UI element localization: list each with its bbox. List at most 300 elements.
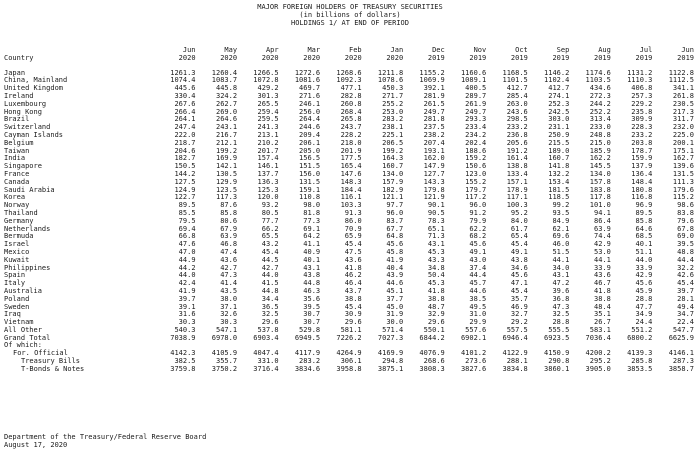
value-cell: 301.3 (257, 91, 279, 100)
value-cell: 138.8 (506, 162, 528, 171)
value-cell: 4139.3 (627, 349, 653, 358)
value-cell: 68.5 (635, 232, 653, 241)
row-label: United Kingdom (4, 84, 64, 93)
value-cell: 1083.7 (211, 76, 238, 85)
value-cell: 64.6 (635, 224, 653, 233)
value-cell: 45.4 (510, 240, 528, 249)
value-cell: 157.1 (506, 177, 528, 186)
value-cell: 156.0 (299, 169, 321, 178)
value-cell: 80.5 (261, 208, 279, 217)
value-cell: 29.6 (344, 318, 362, 327)
value-cell: 85.8 (635, 216, 653, 225)
value-cell: 44.5 (261, 255, 279, 264)
value-cell: 529.8 (299, 325, 321, 334)
value-cell: 1211.8 (377, 68, 404, 77)
row-label: Vietnam (4, 318, 34, 327)
value-cell: 94.1 (593, 208, 611, 217)
row-label: Taiwan (4, 146, 30, 155)
value-cell: 1155.2 (419, 68, 445, 77)
value-cell: 34.7 (677, 310, 694, 319)
value-cell: 256.0 (299, 107, 321, 116)
value-cell: 40.9 (303, 247, 321, 256)
value-cell: 341.1 (672, 84, 694, 93)
value-cell: 1168.5 (502, 68, 528, 77)
value-cell: 46.8 (220, 240, 238, 249)
value-cell: 175.1 (672, 146, 694, 155)
value-cell: 179.7 (465, 185, 487, 194)
value-cell: 215.5 (548, 138, 570, 147)
value-cell: 162.0 (423, 154, 445, 163)
value-cell: 69.4 (178, 224, 196, 233)
value-cell: 1112.5 (668, 76, 694, 85)
value-cell: 83.8 (677, 208, 694, 217)
row-label: Brazil (4, 115, 30, 124)
value-cell: 306.1 (340, 357, 362, 366)
value-cell: 134.0 (382, 169, 404, 178)
value-cell: 252.2 (589, 107, 611, 116)
value-cell: 65.5 (261, 232, 279, 241)
value-cell: 283.2 (382, 115, 404, 124)
row-label: Cayman Islands (4, 130, 64, 139)
value-cell: 200.1 (672, 138, 694, 147)
value-cell: 50.4 (427, 271, 445, 280)
value-cell: 571.4 (382, 325, 404, 334)
value-cell: 157.4 (257, 154, 279, 163)
row-label: Norway (4, 201, 30, 210)
value-cell: 29.6 (261, 318, 279, 327)
year-header: 2019 (427, 53, 445, 62)
value-cell: 32.9 (427, 310, 445, 319)
value-cell: 45.4 (261, 247, 279, 256)
value-cell: 6949.5 (294, 333, 321, 342)
year-header: 2019 (593, 53, 611, 62)
value-cell: 64.8 (386, 232, 404, 241)
value-cell: 210.2 (257, 138, 279, 147)
value-cell: 122.7 (174, 193, 196, 202)
value-cell: 98.6 (677, 201, 694, 210)
value-cell: 77.3 (303, 216, 321, 225)
value-cell: 34.8 (427, 263, 445, 272)
value-cell: 249.7 (465, 107, 487, 116)
value-cell: 156.5 (299, 154, 321, 163)
value-cell: 4101.2 (460, 349, 487, 358)
value-cell: 48.8 (677, 247, 694, 256)
value-cell: 32.6 (220, 310, 238, 319)
value-cell: 540.3 (174, 325, 196, 334)
value-cell: 42.7 (261, 263, 279, 272)
value-cell: 1266.5 (253, 68, 279, 77)
value-cell: 44.0 (178, 271, 196, 280)
value-cell: 269.0 (215, 107, 238, 116)
value-cell: 412.7 (548, 84, 570, 93)
value-cell: 79.9 (469, 216, 487, 225)
value-cell: 4105.9 (211, 349, 238, 358)
value-cell: 120.0 (257, 193, 279, 202)
value-cell: 39.7 (178, 294, 196, 303)
value-cell: 193.1 (423, 146, 445, 155)
value-cell: 237.5 (423, 123, 445, 132)
value-cell: 93.5 (552, 208, 570, 217)
value-cell: 34.9 (635, 310, 653, 319)
value-cell: 47.2 (552, 279, 570, 288)
value-cell: 6625.9 (668, 333, 694, 342)
value-cell: 33.9 (635, 263, 653, 272)
value-cell: 62.1 (552, 224, 570, 233)
value-cell: 1272.6 (294, 68, 321, 77)
row-label: T-Bonds & Notes (21, 364, 85, 373)
value-cell: 216.7 (215, 130, 238, 139)
value-cell: 77.7 (261, 216, 279, 225)
value-cell: 28.1 (677, 294, 694, 303)
value-cell: 45.8 (386, 247, 404, 256)
value-cell: 81.8 (303, 208, 321, 217)
value-cell: 288.1 (506, 357, 528, 366)
value-cell: 35.6 (303, 294, 321, 303)
value-cell: 44.0 (635, 255, 653, 264)
value-cell: 165.4 (340, 162, 362, 171)
value-cell: 243.7 (340, 123, 362, 132)
value-cell: 1146.2 (544, 68, 570, 77)
value-cell: 38.8 (427, 294, 445, 303)
year-header: 2019 (552, 53, 570, 62)
value-cell: 290.8 (548, 357, 570, 366)
value-cell: 250.9 (548, 130, 570, 139)
value-cell: 22.4 (677, 318, 694, 327)
value-cell: 96.9 (635, 201, 653, 210)
value-cell: 34.6 (510, 263, 528, 272)
value-cell: 7027.3 (377, 333, 404, 342)
report-header (0, 0, 700, 27)
row-label: Bermuda (4, 232, 34, 241)
value-cell: 39.5 (677, 240, 694, 249)
value-cell: 179.6 (672, 185, 694, 194)
value-cell: 264.6 (215, 115, 238, 124)
value-cell: 4200.2 (585, 349, 611, 358)
value-cell: 51.5 (552, 247, 570, 256)
value-cell: 191.2 (506, 146, 528, 155)
value-cell: 44.6 (469, 286, 487, 295)
value-cell: 136.4 (631, 169, 653, 178)
value-cell: 96.0 (469, 201, 487, 210)
value-cell: 7036.4 (585, 333, 611, 342)
value-cell: 85.5 (178, 208, 196, 217)
value-cell: 45.0 (386, 302, 404, 311)
value-cell: 32.5 (552, 310, 570, 319)
value-cell: 47.3 (552, 302, 570, 311)
value-cell: 89.5 (635, 208, 653, 217)
value-cell: 1103.5 (585, 76, 611, 85)
value-cell: 212.1 (215, 138, 238, 147)
value-cell: 287.3 (672, 357, 694, 366)
value-cell: 70.9 (344, 224, 362, 233)
value-cell: 80.6 (220, 216, 238, 225)
value-cell: 90.1 (427, 201, 445, 210)
value-cell: 295.2 (589, 357, 611, 366)
value-cell: 445.6 (174, 84, 196, 93)
row-label: Philippines (4, 263, 51, 272)
value-cell: 201.7 (257, 146, 279, 155)
value-cell: 242.5 (548, 107, 570, 116)
value-cell: 215.0 (589, 138, 611, 147)
value-cell: 169.9 (215, 154, 238, 163)
value-cell: 217.3 (672, 107, 694, 116)
value-cell: 117.8 (589, 193, 611, 202)
value-cell: 45.4 (677, 279, 694, 288)
value-cell: 445.8 (215, 84, 238, 93)
value-cell: 62.2 (469, 224, 487, 233)
value-cell: 162.7 (672, 154, 694, 163)
value-cell: 42.6 (677, 271, 694, 280)
value-cell: 1261.3 (170, 68, 196, 77)
value-cell: 147.6 (340, 169, 362, 178)
value-cell: 3858.7 (668, 364, 694, 373)
value-cell: 29.2 (510, 318, 528, 327)
value-cell: 4169.9 (377, 349, 404, 358)
value-cell: 274.1 (548, 91, 570, 100)
value-cell: 124.9 (174, 185, 196, 194)
value-cell: 285.8 (631, 357, 653, 366)
value-cell: 1122.8 (668, 68, 694, 77)
value-cell: 40.1 (303, 255, 321, 264)
value-cell: 1092.3 (336, 76, 362, 85)
value-cell: 38.8 (344, 294, 362, 303)
value-cell: 144.2 (174, 169, 196, 178)
value-cell: 406.8 (631, 84, 653, 93)
value-cell: 45.4 (344, 240, 362, 249)
value-cell: 252.3 (548, 99, 570, 108)
row-label: Saudi Arabia (4, 185, 55, 194)
row-label: Singapore (4, 162, 42, 171)
value-cell: 67.7 (386, 224, 404, 233)
row-label: India (4, 154, 26, 163)
value-cell: 201.9 (340, 146, 362, 155)
value-cell: 43.7 (344, 286, 362, 295)
value-cell: 137.9 (631, 162, 653, 171)
value-cell: 238.1 (382, 123, 404, 132)
month-header: Jul (639, 46, 653, 54)
value-cell: 161.4 (506, 154, 528, 163)
value-cell: 151.5 (299, 162, 321, 171)
value-cell: 434.6 (589, 84, 611, 93)
value-cell: 182.7 (174, 154, 196, 163)
value-cell: 71.3 (427, 232, 445, 241)
value-cell: 583.1 (589, 325, 611, 334)
value-cell: 47.0 (178, 247, 196, 256)
value-cell: 100.3 (506, 201, 528, 210)
value-cell: 30.0 (386, 318, 404, 327)
row-label: For. Official (13, 349, 68, 358)
value-cell: 43.1 (303, 263, 321, 272)
value-cell: 3827.6 (460, 364, 487, 373)
value-cell: 46.7 (593, 279, 611, 288)
value-cell: 41.8 (344, 263, 362, 272)
value-cell: 1081.6 (294, 76, 321, 85)
value-cell: 43.5 (220, 286, 238, 295)
value-cell: 29.9 (469, 318, 487, 327)
value-cell: 35.7 (510, 294, 528, 303)
value-cell: 65.9 (344, 232, 362, 241)
value-cell: 64.2 (303, 232, 321, 241)
value-cell: 189.0 (548, 146, 570, 155)
value-cell: 159.2 (465, 154, 487, 163)
value-cell: 127.7 (423, 169, 445, 178)
value-cell: 39.1 (178, 302, 196, 311)
value-cell: 249.7 (423, 107, 445, 116)
value-cell: 45.7 (469, 279, 487, 288)
value-cell: 3759.8 (170, 364, 196, 373)
value-cell: 31.6 (178, 310, 196, 319)
value-cell: 39.6 (552, 286, 570, 295)
value-cell: 39.5 (303, 302, 321, 311)
value-cell: 43.0 (469, 255, 487, 264)
value-cell: 183.8 (589, 185, 611, 194)
value-cell: 44.0 (261, 271, 279, 280)
value-cell: 233.2 (506, 123, 528, 132)
value-cell: 69.0 (677, 232, 694, 241)
month-header: Mar (307, 46, 321, 54)
value-cell: 205.6 (506, 138, 528, 147)
value-cell: 117.2 (465, 193, 487, 202)
year-header: 2020 (303, 53, 321, 62)
value-cell: 49.5 (469, 302, 487, 311)
value-cell: 150.6 (465, 162, 487, 171)
value-cell: 32.7 (510, 310, 528, 319)
value-cell: 63.9 (220, 232, 238, 241)
year-header: 2020 (386, 53, 404, 62)
value-cell: 547.1 (215, 325, 238, 334)
of-which-rows (4, 342, 694, 373)
month-header: Dec (432, 46, 445, 54)
value-cell: 3853.5 (627, 364, 653, 373)
value-cell: 49.1 (510, 247, 528, 256)
value-cell: 47.7 (635, 302, 653, 311)
value-cell: 65.4 (510, 232, 528, 241)
value-cell: 246.1 (299, 99, 321, 108)
value-cell: 49.1 (469, 247, 487, 256)
value-cell: 30.7 (303, 318, 321, 327)
value-cell: 271.6 (299, 91, 321, 100)
value-cell: 265.5 (257, 99, 279, 108)
value-cell: 45.3 (427, 247, 445, 256)
value-cell: 228.3 (631, 123, 653, 132)
value-cell: 1089.1 (460, 76, 487, 85)
value-cell: 3860.1 (544, 364, 570, 373)
value-cell: 1101.5 (502, 76, 528, 85)
value-cell: 41.8 (593, 286, 611, 295)
value-cell: 182.9 (382, 185, 404, 194)
value-cell: 28.8 (552, 318, 570, 327)
month-header: Aug (598, 46, 611, 54)
value-cell: 265.8 (340, 115, 362, 124)
value-cell: 41.5 (261, 279, 279, 288)
source-line: Department of the Treasury/Federal Reserve Board (4, 433, 207, 441)
value-cell: 281.9 (423, 91, 445, 100)
value-cell: 225.1 (382, 130, 404, 139)
month-header: May (224, 46, 238, 54)
value-cell: 235.8 (631, 107, 653, 116)
sub-table-row (4, 366, 694, 374)
value-cell: 148.4 (631, 177, 653, 186)
report-date: August 17, 2020 (4, 440, 68, 449)
value-cell: 7226.2 (336, 333, 362, 342)
row-label: Thailand (4, 208, 38, 217)
value-cell: 45.4 (344, 302, 362, 311)
value-cell: 47.6 (178, 240, 196, 249)
value-cell: 309.9 (631, 115, 653, 124)
value-cell: 32.2 (677, 263, 694, 272)
value-cell: 3875.1 (377, 364, 404, 373)
value-cell: 7038.9 (170, 333, 196, 342)
value-cell: 3808.3 (419, 364, 445, 373)
value-cell: 44.8 (261, 286, 279, 295)
value-cell: 228.2 (340, 130, 362, 139)
value-cell: 47.3 (220, 271, 238, 280)
value-cell: 42.4 (178, 279, 196, 288)
value-cell: 42.7 (220, 263, 238, 272)
value-cell: 133.4 (506, 169, 528, 178)
value-cell: 41.9 (386, 255, 404, 264)
value-cell: 42.9 (593, 240, 611, 249)
value-cell: 43.8 (510, 255, 528, 264)
value-cell: 43.6 (344, 255, 362, 264)
value-cell: 412.7 (506, 84, 528, 93)
value-cell: 263.0 (506, 99, 528, 108)
value-cell: 551.2 (631, 325, 653, 334)
value-cell: 91.3 (344, 208, 362, 217)
value-cell: 206.5 (382, 138, 404, 147)
value-cell: 162.2 (589, 154, 611, 163)
month-header: Apr (265, 46, 279, 54)
row-label: Luxembourg (4, 99, 47, 108)
value-cell: 271.7 (382, 91, 404, 100)
value-cell: 261.5 (423, 99, 445, 108)
value-cell: 234.2 (465, 130, 487, 139)
value-cell: 181.5 (548, 185, 570, 194)
value-cell: 37.1 (220, 302, 238, 311)
value-cell: 123.5 (215, 185, 238, 194)
value-cell: 79.6 (677, 216, 694, 225)
value-cell: 178.7 (631, 146, 653, 155)
value-cell: 30.9 (344, 310, 362, 319)
value-cell: 188.6 (465, 146, 487, 155)
year-header: 2020 (178, 53, 196, 62)
value-cell: 110.8 (299, 193, 321, 202)
value-cell: 233.4 (465, 123, 487, 132)
value-cell: 97.7 (386, 201, 404, 210)
value-cell: 111.3 (672, 177, 694, 186)
value-cell: 231.1 (548, 123, 570, 132)
value-cell: 477.1 (340, 84, 362, 93)
value-cell: 30.3 (178, 318, 196, 327)
value-cell: 137.7 (257, 169, 279, 178)
value-cell: 24.4 (635, 318, 653, 327)
value-cell: 4076.9 (419, 349, 445, 358)
value-cell: 261.9 (465, 99, 487, 108)
value-cell: 6903.4 (253, 333, 279, 342)
value-cell: 537.8 (257, 325, 279, 334)
value-cell: 84.0 (510, 216, 528, 225)
value-cell: 146.1 (257, 162, 279, 171)
value-cell: 63.9 (593, 224, 611, 233)
value-cell: 47.4 (220, 247, 238, 256)
value-cell: 230.5 (672, 99, 694, 108)
value-cell: 117.1 (506, 193, 528, 202)
value-cell: 178.9 (506, 185, 528, 194)
row-label: Iraq (4, 310, 21, 319)
row-label: Sweden (4, 302, 30, 311)
month-header: Feb (349, 46, 362, 54)
value-cell: 199.2 (382, 146, 404, 155)
